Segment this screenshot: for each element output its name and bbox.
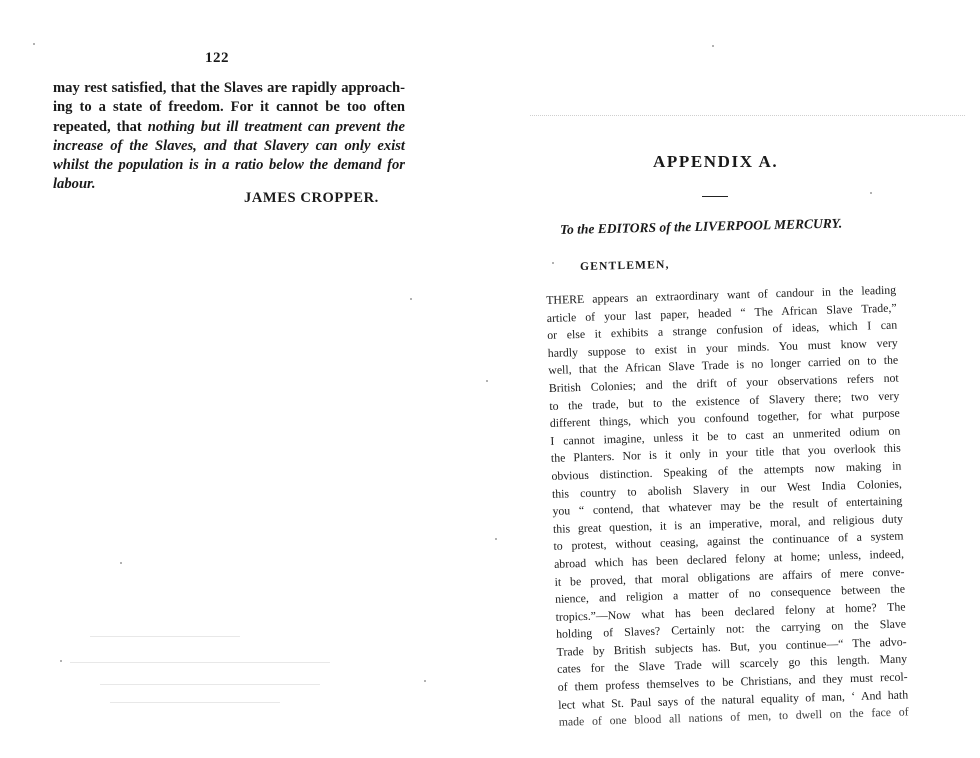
letter-line: nience, and religion a matter of no consequence between the [554, 581, 906, 606]
roman-text: may rest satisfied, that the Slaves are rapidly approach- [53, 80, 405, 96]
letter-line: I cannot imagine, unless it be to cast an unmerited odium on [550, 423, 901, 448]
speck [33, 43, 35, 45]
speck [424, 680, 426, 682]
letter-line: to the trade, but to the existence of Slavery there; two very [549, 388, 900, 413]
letter-salutation: GENTLEMEN, [579, 258, 670, 273]
roman-text: repeated, that [53, 118, 148, 135]
text-line [53, 118, 405, 137]
roman-text: ing to a state of freedom. For it cannot be too often [53, 99, 405, 116]
letter-line: or else it exhibits a strange confusion of ideas, which I can [547, 317, 898, 343]
letter-line: this great question, it is an imperative, moral, and religious duty [552, 511, 904, 536]
text-line [53, 137, 405, 156]
letter-line: holding of Slaves? Certainly not: the carrying on the Slave [555, 616, 907, 642]
text-line [53, 79, 405, 98]
page-number: 122 [205, 50, 229, 66]
italic-text: whilst the population is in a ratio below the demand for [53, 157, 405, 174]
letter-line: different things, which you confound together, for what purpose [549, 405, 900, 431]
letter-line: it be proved, that moral obligations are affairs of mere conve- [554, 563, 905, 589]
letter-line: abroad which has been declared felony at home; unless, indeed, [553, 546, 905, 571]
show-through-mark [70, 662, 330, 663]
italic-text: nothing but ill treatment can prevent the [147, 118, 405, 135]
show-through-mark [110, 702, 280, 703]
letter-line: lect what St. Paul says of the natural equality of man, ‘ And hath [558, 687, 909, 712]
closing-paragraph [53, 79, 405, 195]
italic-text: labour. [53, 176, 96, 193]
faint-rule [530, 115, 965, 116]
letter-line: article of your last paper, headed “ The African Slave Trade,” [546, 300, 897, 325]
letter-line: you “ contend, that whatever may be the result of entertaining [552, 493, 903, 519]
text-line [53, 98, 405, 117]
show-through-mark [100, 684, 320, 685]
letter-line: THERE appears an extraordinary want of candour in the leading [546, 282, 897, 307]
speck [552, 262, 554, 264]
speck [712, 45, 714, 47]
letter-line: of them profess themselves to be Christians, and they must recol- [557, 669, 908, 694]
speck [120, 562, 122, 564]
letter-line: obvious distinction. Speaking of the attempts now making in [551, 458, 902, 483]
show-through-mark [90, 636, 240, 637]
letter-body [546, 282, 909, 732]
letter-line: hardly suppose to exist in your minds. You must know very [547, 335, 898, 360]
letter-line: to protest, without ceasing, against the continuance of a system [553, 528, 904, 554]
signature: JAMES CROPPER. [244, 190, 379, 206]
right-page [490, 0, 980, 758]
title-rule [702, 196, 728, 197]
letter-line: the Planters. Nor is it only in your title that you overlook this [550, 440, 901, 466]
speck [495, 538, 497, 540]
italic-text: increase of the Slaves, and that Slavery can only exist [53, 137, 405, 154]
letter-address: To the EDITORS of the LIVERPOOL MERCURY. [559, 215, 843, 237]
speck [410, 298, 412, 300]
letter-line: this country to abolish Slavery in our West India Colonies, [551, 476, 903, 501]
speck [486, 380, 488, 382]
speck [870, 192, 872, 194]
letter-line: tropics.”—Now what has been declared felony at home? The [555, 599, 906, 624]
letter-line: cates for the Slave Trade will scarcely go this length. Many [556, 651, 908, 677]
appendix-title: APPENDIX A. [653, 152, 779, 171]
speck [60, 660, 62, 662]
letter-line: well, that the African Slave Trade is no longer carried on to the [548, 352, 899, 378]
letter-line: British Colonies; and the drift of your observations refers not [548, 370, 899, 395]
text-line [53, 156, 405, 175]
letter-line: made of one blood all nations of men, to dwell on the face of [558, 704, 909, 730]
letter-line: Trade by British subjects has. But, you continue—“ The advo- [556, 634, 907, 659]
